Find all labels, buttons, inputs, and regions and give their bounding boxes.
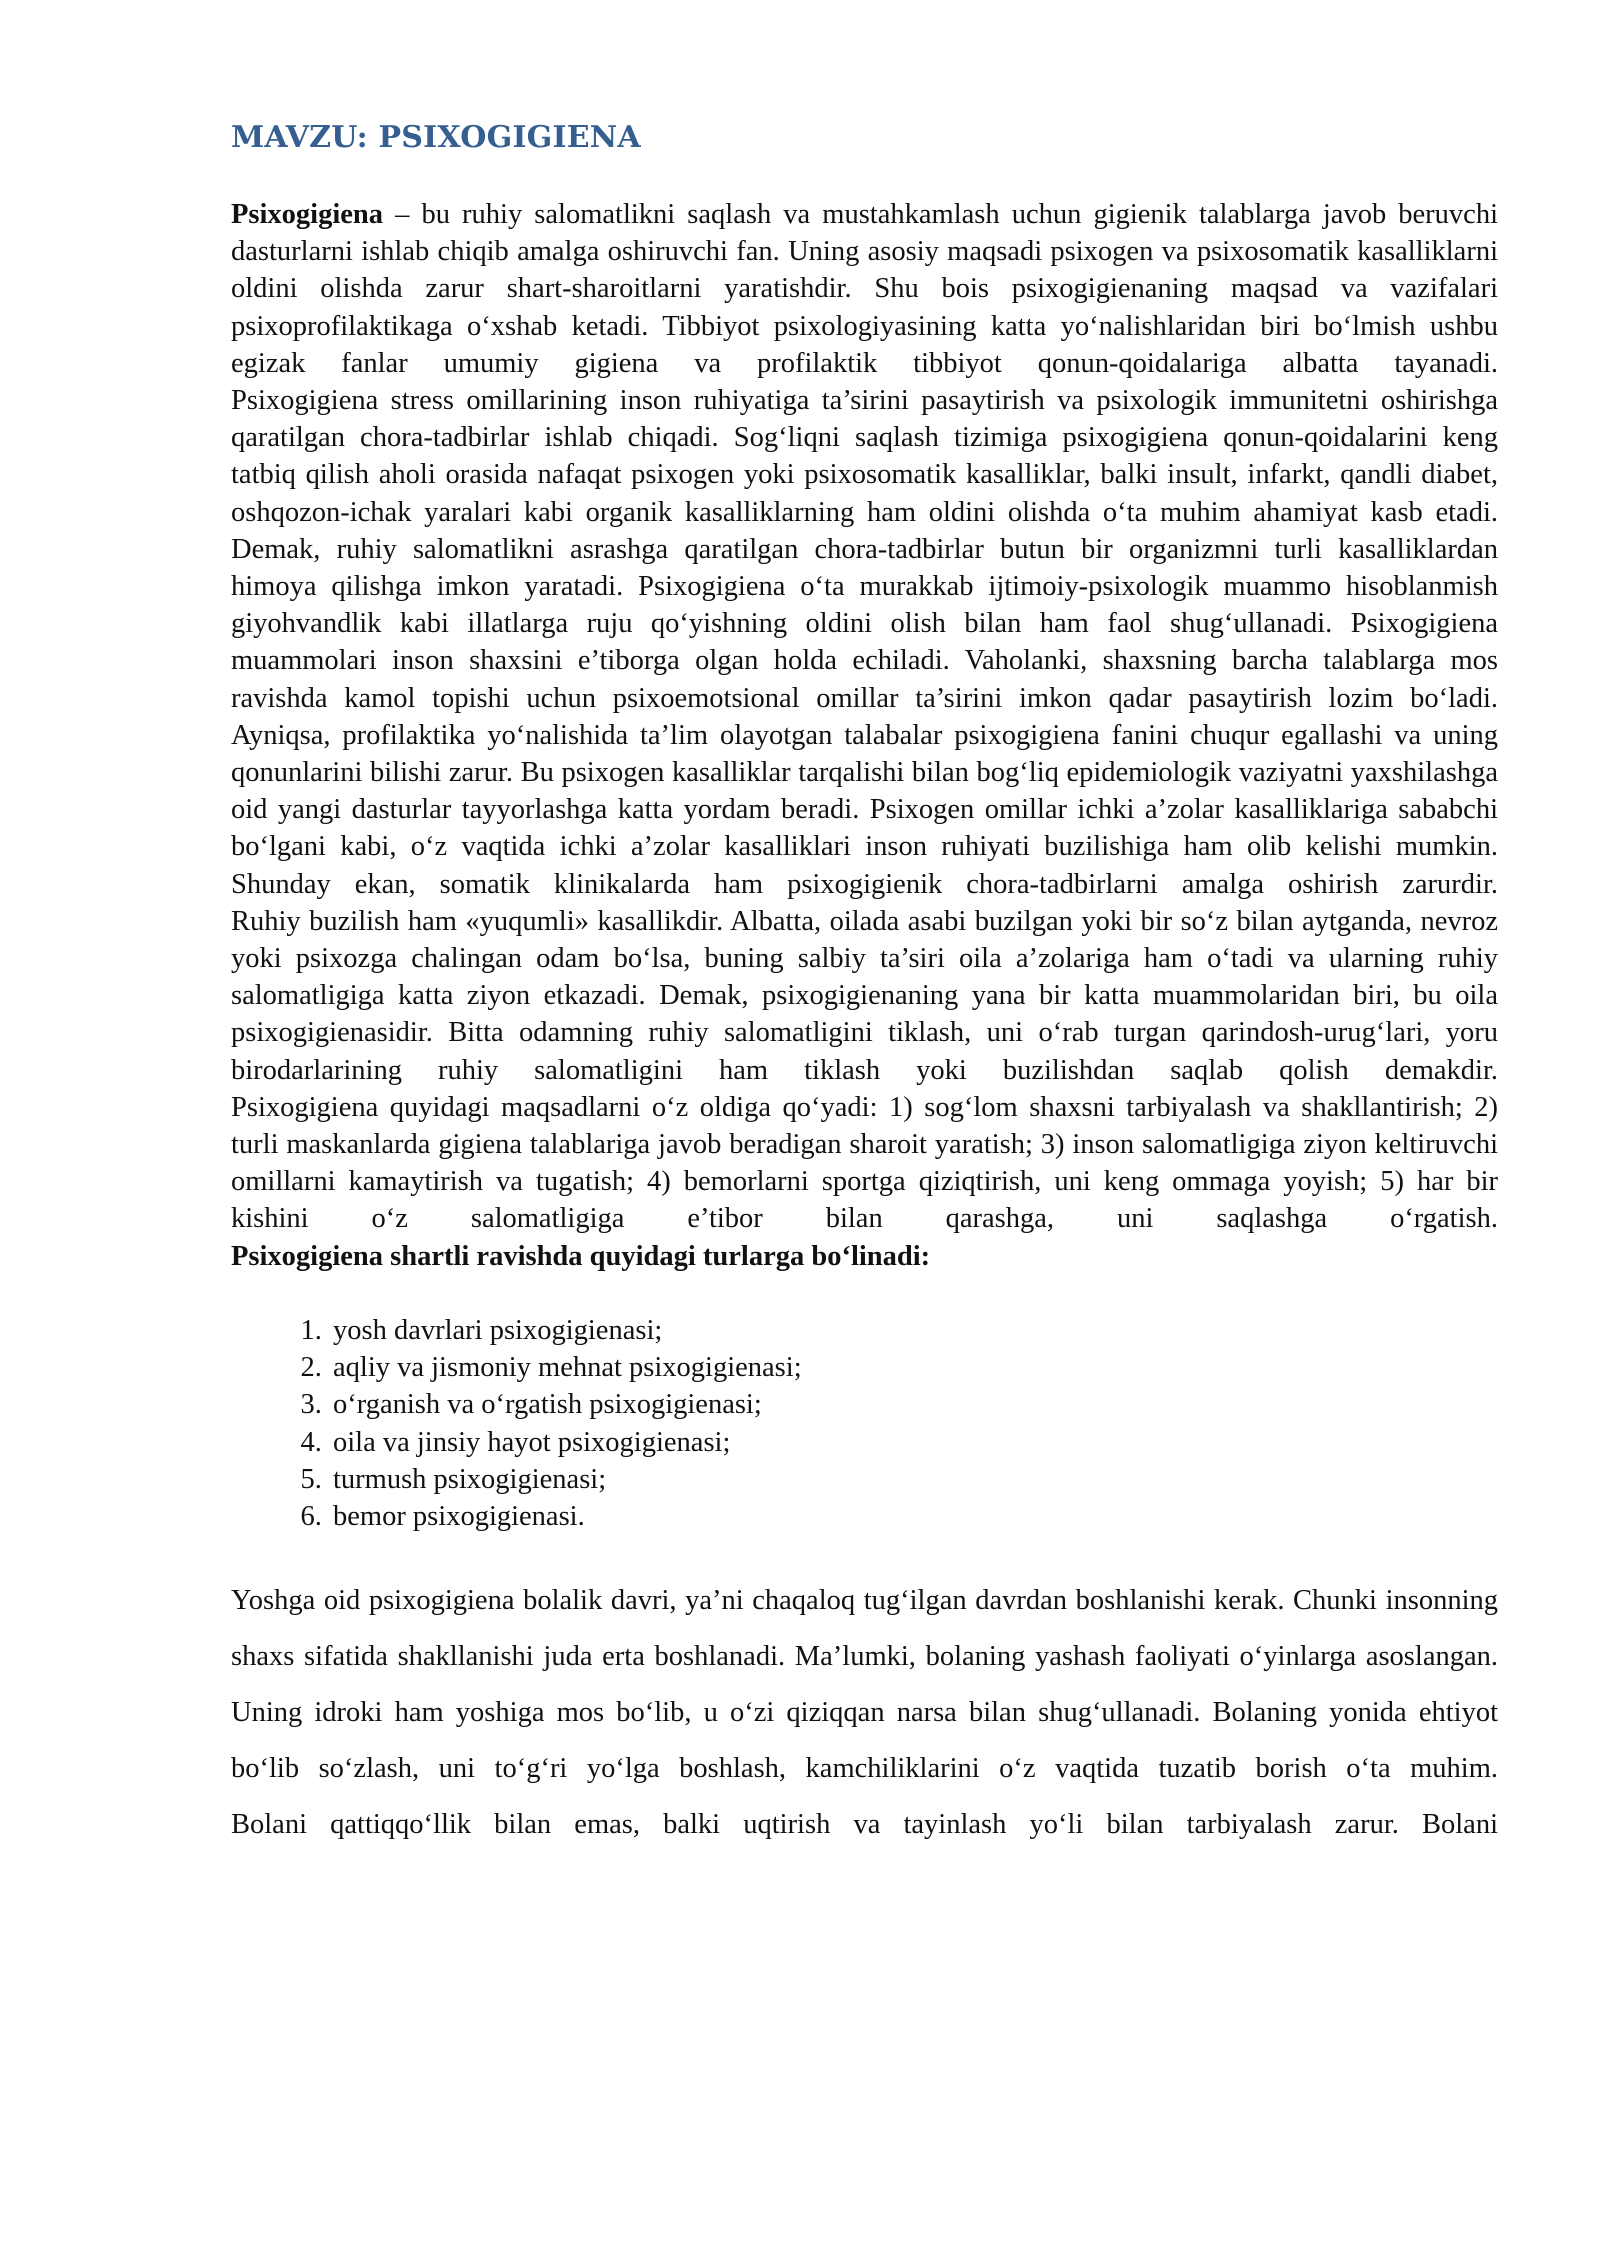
paragraph-ruhiy-buzilish: Ruhiy buzilish ham «yuqumli» kasallikdir. Albatta, oilada asabi buzilgan yoki bir so‘z bilan aytganda, nevroz yoki psixozga chalingan odam bo‘lsa, buning salbiy ta’siri oila a’zolariga ham o‘tadi va ularning ruhiy salomatligiga katta ziyon etkazadi. Demak, psixogigienaning yana bir katta muammolaridan biri, bu oila psixogigienasidir. Bitta odamning ruhiy salomatligini tiklash, uni o‘rab turgan qarindosh-urug‘lari, yoru birodarlarining ruhiy salomatligini ham tiklash yoki buzilishdan saqlab qolish demakdir. xyxy=(231,905,1498,1086)
list-item: 5. turmush psixogigienasi; xyxy=(329,1461,1498,1498)
paragraph-stress: Psixogigiena stress omillarining inson ruhiyatiga ta’sirini pasaytirish va psixologik immunitetni oshirishga qaratilgan chora-tadbirlar ishlab chiqadi. Sog‘liqni saqlash tizimiga psixogigiena qonun-qoidalarini keng tatbiq qilish aholi orasida nafaqat psixogen yoki psixosomatik kasalliklar, balki insult, infarkt, qandli diabet, oshqozon-ichak yaralari kabi organik kasalliklarning ham oldini olishda o‘ta muhim ahamiyat kasb etadi. Demak, ruhiy salomatlikni asrashga qaratilgan chora-tadbirlar butun bir organizmni turli kasalliklardan himoya qilishga imkon yaratadi. Psixogigiena o‘ta murakkab ijtimoiy-psixologik muammo hisoblanmish giyohvandlik kabi illatlarga ruju qo‘yishning oldini olish bilan ham faol shug‘ullanadi. Psixogigiena muammolari inson shaxsini e’tiborga olgan holda echiladi. Vaholanki, shaxsning barcha talablarga mos ravishda kamol topishi uchun psixoemotsional omillar ta’sirini imkon qadar pasaytirish lozim bo‘ladi. xyxy=(231,385,1498,714)
list-item: 2. aqliy va jismoniy mehnat psixogigienasi; xyxy=(329,1349,1498,1386)
closing-text-block xyxy=(231,1573,1498,1853)
intro-text: – bu ruhiy salomatlikni saqlash va mustahkamlash uchun gigienik talablarga javob beruvchi dasturlarni ishlab chiqib amalga oshiruvchi fan. Uning asosiy maqsadi psixogen va psixosomatik kasalliklarni oldini olishda zarur shart-sharoitlarni yaratishdir. Shu bois psixogigienaning maqsad va vazifalari psixoprofilaktikaga o‘xshab ketadi. Tibbiyot psixologiyasining katta yo‘nalishlaridan biri bo‘lmish ushbu egizak fanlar umumiy gigiena va profilaktik tibbiyot qonun-qoidalariga albatta tayanadi. xyxy=(231,199,1498,379)
main-text-block xyxy=(231,196,1498,1238)
defined-term: Psixogigiena xyxy=(231,199,384,230)
document-title: MAVZU: PSIXOGIGIENA xyxy=(231,120,641,155)
types-list xyxy=(231,1312,1498,1535)
paragraph-maqsadlar: Psixogigiena quyidagi maqsadlarni o‘z oldiga qo‘yadi: 1) sog‘lom shaxsni tarbiyalash va shakllantirish; 2) turli maskanlarda gigiena talablariga javob beradigan sharoit yaratish; 3) inson salomatligiga ziyon keltiruvchi omillarni kamaytirish va tugatish; 4) bemorlarni sportga qiziqtirish, uni keng ommaga yoyish; 5) har bir kishini o‘z salomatligiga e’tibor bilan qarashga, uni saqlashga o‘rgatish. xyxy=(231,1091,1498,1235)
document-page xyxy=(231,118,1498,1853)
list-item: 6. bemor psixogigienasi. xyxy=(329,1498,1498,1535)
paragraph-yoshga-oid: Yoshga oid psixogigiena bolalik davri, ya’ni chaqaloq tug‘ilgan davrdan boshlanishi kerak. Chunki insonning shaxs sifatida shakllanishi juda erta boshlanadi. Ma’lumki, bolaning yashash faoliyati o‘yinlarga asoslangan. Uning idroki ham yoshiga mos bo‘lib, u o‘zi qiziqqan narsa bilan shug‘ullanadi. Bolaning yonida ehtiyot bo‘lib so‘zlash, uni to‘g‘ri yo‘lga boshlash, kamchiliklarini o‘z vaqtida tuzatib borish o‘ta muhim. xyxy=(231,1585,1498,1785)
paragraph-bolani: Bolani qattiqqo‘llik bilan emas, balki uqtirish va tayinlash yo‘li bilan tarbiyalash zarur. Bolani xyxy=(231,1809,1498,1841)
list-item: 3. o‘rganish va o‘rgatish psixogigienasi; xyxy=(329,1386,1498,1423)
types-heading: Psixogigiena shartli ravishda quyidagi turlarga bo‘linadi: xyxy=(231,1240,931,1272)
intro-paragraph xyxy=(231,196,1498,382)
list-item: 1. yosh davrlari psixogigienasi; xyxy=(329,1312,1498,1349)
paragraph-profilaktika: Ayniqsa, profilaktika yo‘nalishida ta’lim olayotgan talabalar psixogigiena fanini chuqur egallashi va uning qonunlarini bilishi zarur. Bu psixogen kasalliklar tarqalishi bilan bog‘liq epidemiologik vaziyatni yaxshilashga oid yangi dasturlar tayyorlashga katta yordam beradi. Psixogen omillar ichki a’zolar kasalliklariga sababchi bo‘lgani kabi, o‘z vaqtida ichki a’zolar kasalliklari inson ruhiyati buzilishiga ham olib kelishi mumkin. Shunday ekan, somatik klinikalarda ham psixogigienik chora-tadbirlarni amalga oshirish zarurdir. xyxy=(231,719,1498,900)
list-item: 4. oila va jinsiy hayot psixogigienasi; xyxy=(329,1424,1498,1461)
